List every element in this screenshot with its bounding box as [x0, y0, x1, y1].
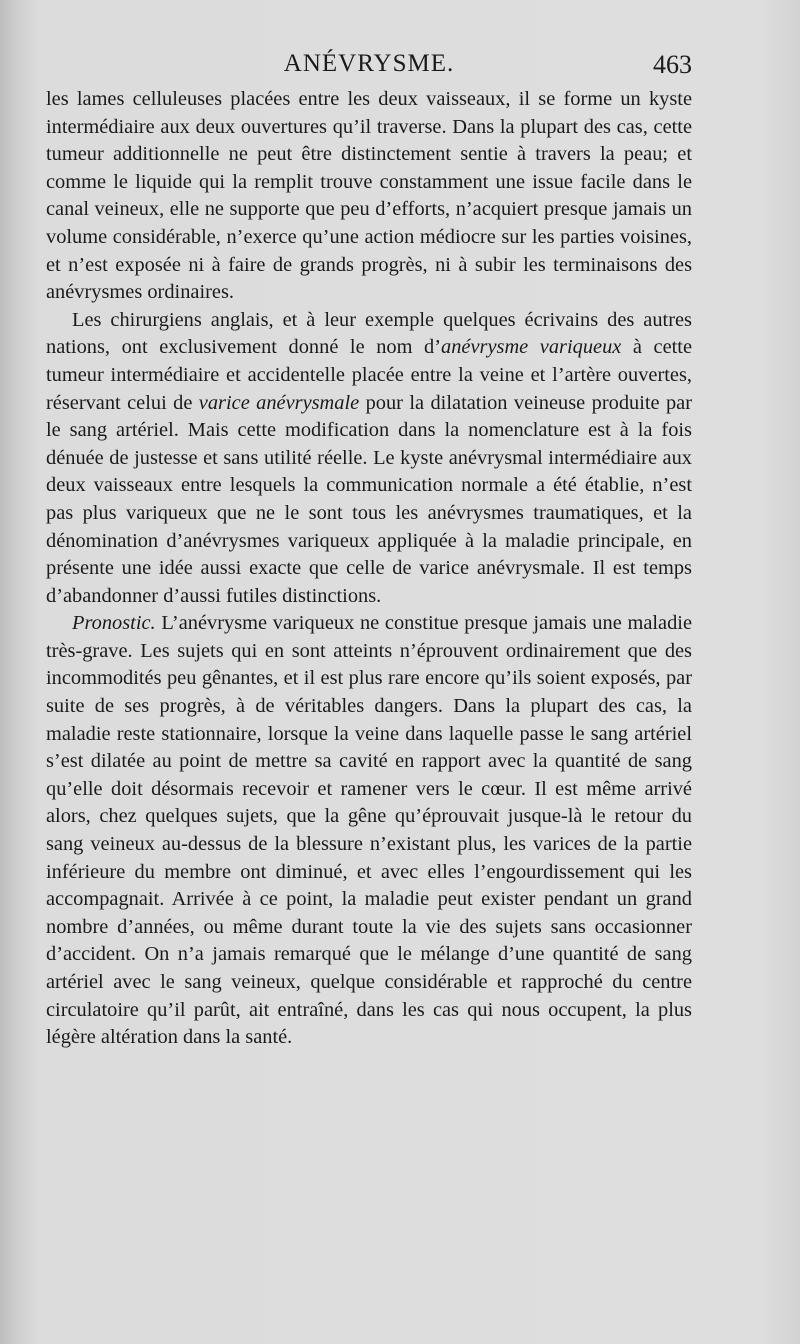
- paragraph-text: Les chirurgiens anglais, et à leur exemple quelques écrivains des autres nations, ont exclusivement donné le nom d’: [46, 308, 692, 359]
- page-header: [46, 44, 692, 84]
- paragraph-text: L’anévrysme variqueux ne constitue presque jamais une maladie très-grave. Les sujets qui en sont atteints n’éprouvent ordinairement que des incommodités peu gênantes, et il est plus rare encore qu’ils soient exposés, par suite de ses progrès, à de véritables dangers. Dans la plupart des cas, la maladie reste stationnaire, lorsque la veine dans laquelle passe le sang artériel s’est dilatée au point de mettre sa cavité en rapport avec la quantité de sang qu’elle doit désormais recevoir et ramener vers le cœur. Il est même arrivé alors, chez quelques sujets, que la gêne qu’éprouvait jusque-là le retour du sang veineux au-dessus de la blessure n’existant plus, les varices de la partie inférieure du membre ont diminué, et avec elles l’engourdissement qui les accompagnait. Arrivée à ce point, la maladie peut exister pendant un grand nombre d’années, ou même durant toute la vie des sujets sans occasionner d’accident. On n’a jamais remarqué que le mélange d’une quantité de sang artériel avec le sang veineux, quelque considérable et rapproché du centre circulatoire qu’il parût, ait entraîné, dans les cas qui nous occupent, la plus légère altération dans la santé.: [46, 612, 692, 1049]
- italic-term: varice anévrysmale: [198, 391, 360, 414]
- italic-term: anévrysme variqueux: [441, 336, 622, 359]
- paragraph-pronostic: [46, 610, 692, 1052]
- paragraph-text: les lames celluleuses placées entre les deux vaisseaux, il se forme un kyste intermédiaire aux deux ouvertures qu’il traverse. Dans la plupart des cas, cette tumeur additionnelle ne peut être distinctement sentie à travers la peau; et comme le liquide qui la remplit trouve constamment une issue facile dans le canal veineux, elle ne supporte que peu d’efforts, n’acquiert presque jamais un volume considérable, n’exerce qu’une action médiocre sur les parties voisines, et n’est exposée ni à faire de grands progrès, ni à subir les terminaisons des anévrysmes ordinaires.: [46, 88, 692, 304]
- section-lead: Pronostic.: [72, 612, 156, 635]
- page-number: 463: [653, 50, 692, 79]
- page-body: [46, 86, 692, 1052]
- running-title: ANÉVRYSME.: [283, 50, 455, 77]
- paragraph-continuation: [46, 86, 692, 307]
- paragraph-text: pour la dilatation veineuse produite par le sang artériel. Mais cette modification dans la nomenclature est à la fois dénuée de justesse et sans utilité réelle. Le kyste anévrysmal intermédiaire aux deux vaisseaux entre lesquels la communication normale a été établie, n’est pas plus variqueux que ne le sont tous les anévrysmes traumatiques, et la dénomination d’anévrysmes variqueux appliquée à la maladie principale, en présente une idée aussi exacte que celle de varice anévrysmale. Il est temps d’abandonner d’aussi futiles distinctions.: [46, 391, 693, 607]
- paragraph-text: à cette tumeur intermédiaire et accidentelle placée entre la veine et l’artère ouvertes, réservant celui de: [46, 336, 692, 414]
- paragraph-nomenclature: [46, 307, 692, 611]
